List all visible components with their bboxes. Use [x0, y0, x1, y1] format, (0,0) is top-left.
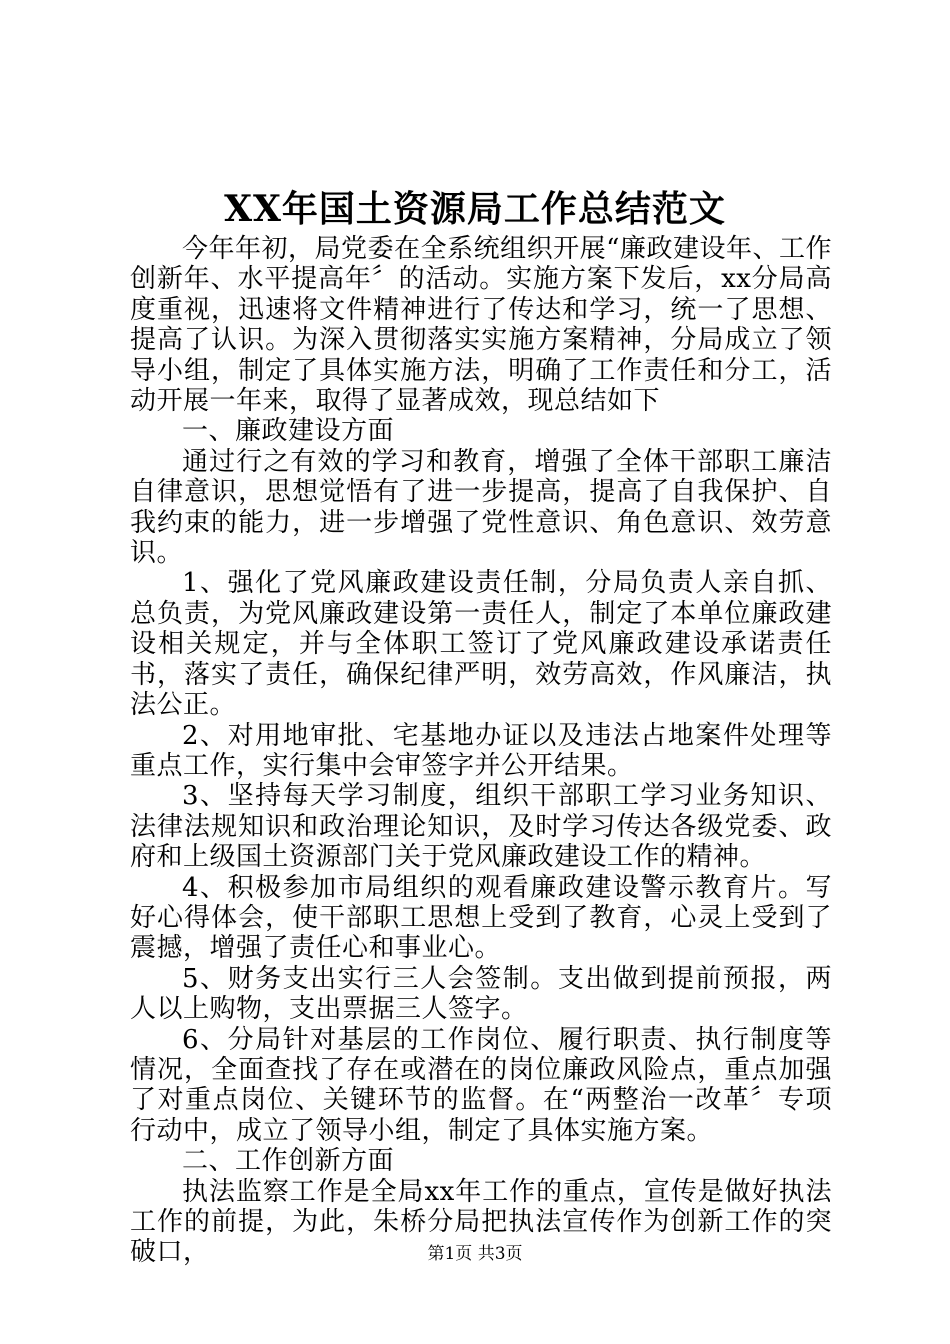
- paragraph: 5、财务支出实行三人会签制。支出做到提前预报，两人以上购物，支出票据三人签字。: [130, 963, 832, 1025]
- page-footer: 第1页 共3页: [427, 1244, 523, 1264]
- document-title: XX年国土资源局工作总结范文: [224, 188, 726, 230]
- document-body: [130, 234, 832, 1268]
- paragraph: 1、强化了党风廉政建设责任制，分局负责人亲自抓、总负责，为党风廉政建设第一责任人，制定了本单位廉政建设相关规定，并与全体职工签订了党风廉政建设承诺责任书，落实了责任，确保纪律严明，效劳高效，作风廉洁，执法公正。: [130, 568, 832, 721]
- section-heading-innovation: 二、工作创新方面: [182, 1146, 395, 1177]
- paragraph: 通过行之有效的学习和教育，增强了全体干部职工廉洁自律意识，思想觉悟有了进一步提高，提高了自我保护、自我约束的能力，进一步增强了党性意识、角色意识、效劳意识。: [130, 446, 832, 569]
- paragraph: 4、积极参加市局组织的观看廉政建设警示教育片。写好心得体会，使干部职工思想上受到了教育，心灵上受到了震撼，增强了责任心和事业心。: [130, 872, 832, 964]
- paragraph: 3、坚持每天学习制度，组织干部职工学习业务知识、法律法规知识和政治理论知识，及时学习传达各级党委、政府和上级国土资源部门关于党风廉政建设工作的精神。: [130, 781, 832, 873]
- paragraph: 2、对用地审批、宅基地办证以及违法占地案件处理等重点工作，实行集中会审签字并公开结果。: [130, 720, 832, 781]
- paragraph: 执法监察工作是全局xx年工作的重点，宣传是做好执法工作的前提，为此，朱桥分局把执法宣传作为创新工作的突破口，: [130, 1176, 832, 1268]
- paragraph-intro: 今年年初，局党委在全系统组织开展“廉政建设年、工作创新年、水平提高年〞的活动。实施方案下发后，xx分局高度重视，迅速将文件精神进行了传达和学习，统一了思想、提高了认识。为深入贯彻落实实施方案精神，分局成立了领导小组，制定了具体实施方法，明确了工作责任和分工，活动开展一年来，取得了显著成效，现总结如下: [130, 234, 832, 417]
- paragraph: 6、分局针对基层的工作岗位、履行职责、执行制度等情况，全面查找了存在或潜在的岗位廉政风险点，重点加强了对重点岗位、关键环节的监督。在“两整治一改革〞专项行动中，成立了领导小组，制定了具体实施方案。: [130, 1024, 832, 1146]
- section-heading-integrity: 一、廉政建设方面: [182, 416, 395, 447]
